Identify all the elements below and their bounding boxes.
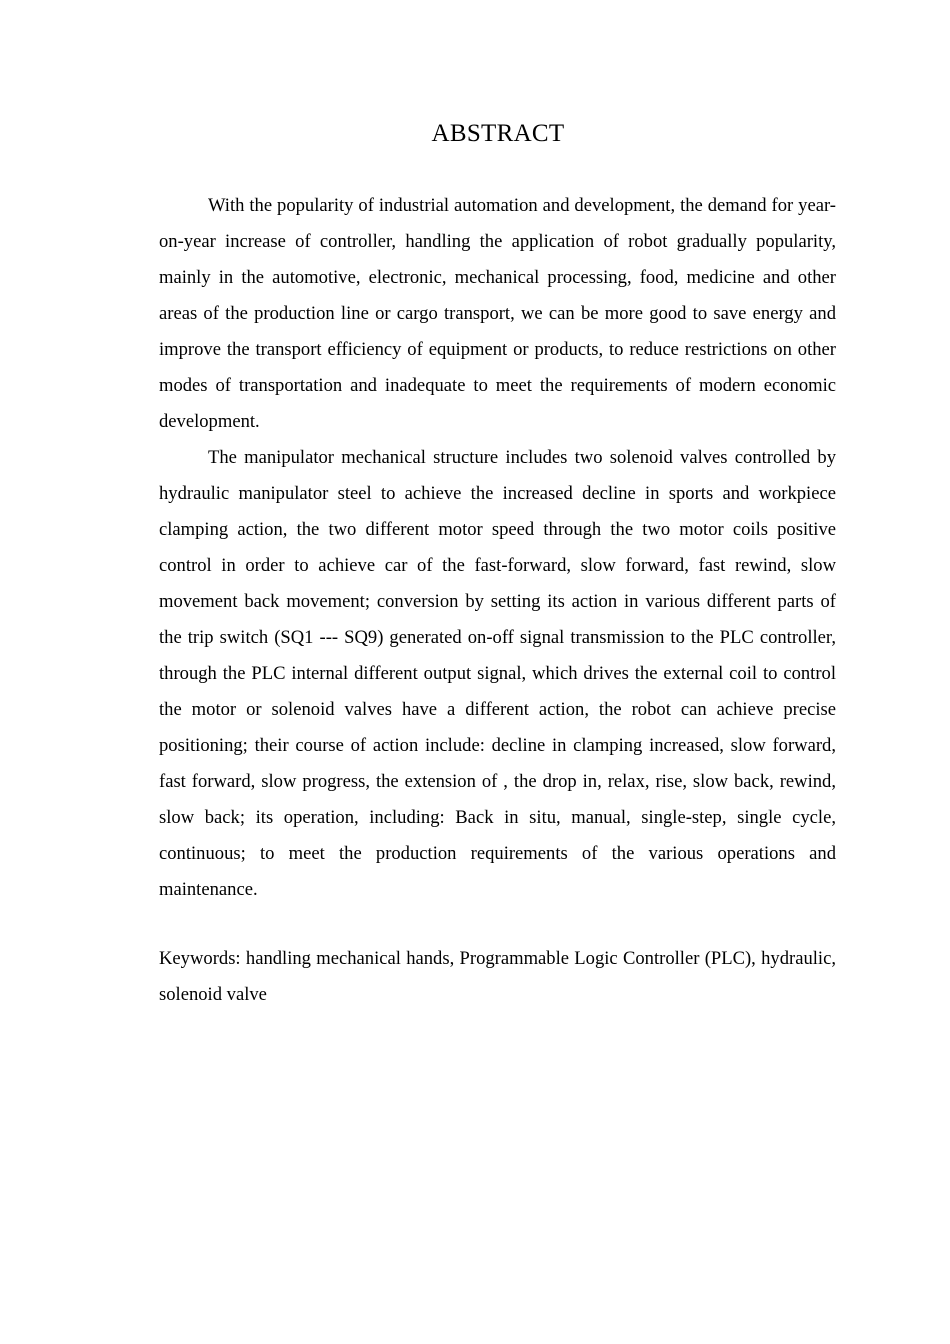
keywords-line: Keywords: handling mechanical hands, Programmable Logic Controller (PLC), hydraulic, solenoid valve — [159, 948, 836, 1005]
abstract-paragraph-1: With the popularity of industrial automation and development, the demand for year-on-year increase of controller, handling the application of robot gradually popularity, mainly in the automotive, electronic, mechanical processing, food, medicine and other areas of the production line or cargo transport, we can be more good to save energy and improve the transport efficiency of equipment or products, to reduce restrictions on other modes of transportation and inadequate to meet the requirements of modern economic development. — [159, 195, 836, 432]
page-title: ABSTRACT — [431, 120, 565, 147]
abstract-paragraph-2: The manipulator mechanical structure includes two solenoid valves controlled by hydraulic manipulator steel to achieve the increased decline in sports and workpiece clamping action, the two different motor speed through the two motor coils positive control in order to achieve car of the fast-forward, slow forward, fast rewind, slow movement back movement; conversion by setting its action in various different parts of the trip switch (SQ1 --- SQ9) generated on-off signal transmission to the PLC controller, through the PLC internal different output signal, which drives the external coil to control the motor or solenoid valves have a different action, the robot can achieve precise positioning; their course of action include: decline in clamping increased, slow forward, fast forward, slow progress, the extension of , the drop in, relax, rise, slow back, rewind, slow back; its operation, including: Back in situ, manual, single-step, single cycle, continuous; to meet the production requirements of the various operations and maintenance. — [159, 447, 836, 900]
abstract-body — [159, 188, 836, 908]
